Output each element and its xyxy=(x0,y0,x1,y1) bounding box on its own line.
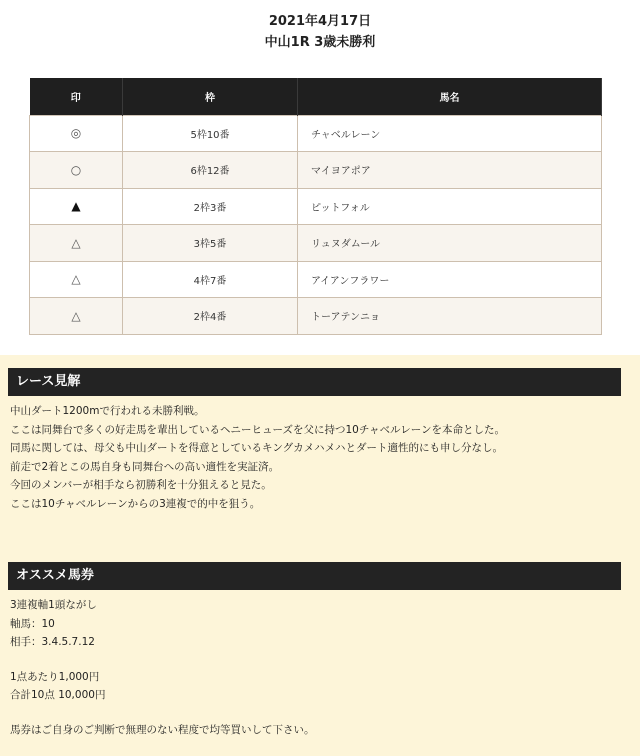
table-row xyxy=(30,115,602,152)
prediction-table xyxy=(29,78,602,335)
waku-cell: 3枠5番 xyxy=(123,225,298,262)
table-row xyxy=(30,298,602,335)
horse-name-cell: ピットフォル xyxy=(298,188,602,225)
horse-name-cell: チャベルレーン xyxy=(298,115,602,152)
ticket-note: 馬券はご自身のご判断で無理のない程度で均等買いして下さい。 xyxy=(10,723,315,736)
mark-cell: ◎ xyxy=(30,115,123,152)
ticket-text xyxy=(10,596,315,739)
analysis-line: 中山ダート1200mで行われる未勝利戦。 xyxy=(10,405,205,417)
waku-cell: 6枠12番 xyxy=(123,152,298,189)
race-title: 中山1R 3歳未勝利 xyxy=(264,35,376,50)
waku-cell: 2枠3番 xyxy=(123,188,298,225)
waku-cell: 2枠4番 xyxy=(123,298,298,335)
waku-cell: 5枠10番 xyxy=(123,115,298,152)
waku-cell: 4枠7番 xyxy=(123,261,298,298)
horse-name-cell: マイヨアポア xyxy=(298,152,602,189)
column-header-mark: 印 xyxy=(30,78,123,115)
race-header xyxy=(0,0,640,365)
table-header-row xyxy=(30,78,602,115)
analysis-line: ここは同舞台で多くの好走馬を輩出しているヘニーヒューズを父に持つ10チャベルレーンを本命とした。 xyxy=(10,423,506,436)
mark-cell: △ xyxy=(30,225,123,262)
analysis-section-title: レース見解 xyxy=(8,368,621,396)
content-panel xyxy=(0,355,640,756)
analysis-text xyxy=(10,402,505,513)
mark-cell: ○ xyxy=(30,152,123,189)
ticket-partners: 相手：3.4.5.7.12 xyxy=(10,636,95,648)
analysis-line: 前走で2着とこの馬自身も同舞台への高い適性を実証済。 xyxy=(10,460,280,473)
table-row xyxy=(30,188,602,225)
mark-cell: ▲ xyxy=(30,188,123,225)
table-row xyxy=(30,261,602,298)
table-row xyxy=(30,152,602,189)
analysis-line: ここは10チャベルレーンからの3連複で的中を狙う。 xyxy=(10,497,261,510)
mark-cell: △ xyxy=(30,261,123,298)
analysis-line: 今回のメンバーが相手なら初勝利を十分狙えると見た。 xyxy=(10,479,272,491)
table-row xyxy=(30,225,602,262)
column-header-horse-name: 馬名 xyxy=(298,78,602,115)
ticket-total: 合計10点 10,000円 xyxy=(10,689,106,701)
ticket-axis: 軸馬：10 xyxy=(10,617,55,630)
ticket-type: 3連複軸1頭ながし xyxy=(10,599,97,611)
horse-name-cell: トーアテンニョ xyxy=(298,298,602,335)
column-header-waku: 枠 xyxy=(123,78,298,115)
horse-name-cell: アイアンフラワー xyxy=(298,261,602,298)
ticket-section-title: オススメ馬券 xyxy=(8,562,621,590)
mark-cell: △ xyxy=(30,298,123,335)
horse-name-cell: リュヌダムール xyxy=(298,225,602,262)
ticket-per-point: 1点あたり1,000円 xyxy=(10,670,100,683)
race-date: 2021年4月17日 xyxy=(268,14,372,29)
analysis-line: 同馬に関しては、母父も中山ダートを得意としているキングカメハメハとダート適性的にも申し分なし。 xyxy=(10,442,503,454)
